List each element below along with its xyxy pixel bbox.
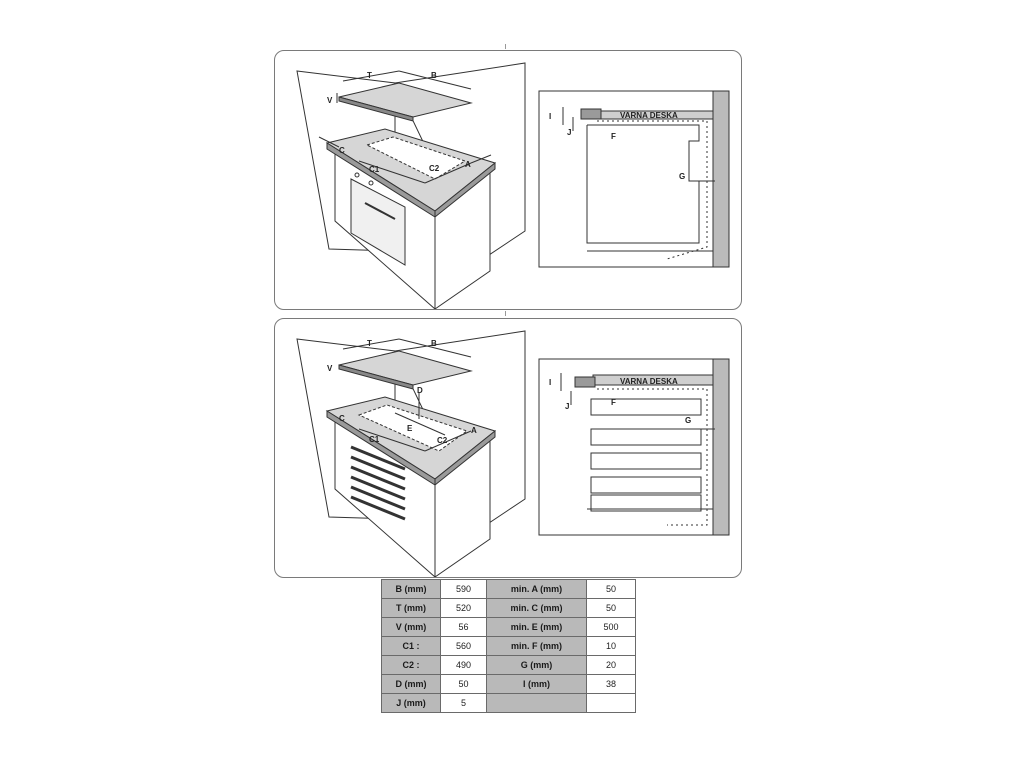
hob-section	[575, 377, 595, 387]
oven-installation-diagram	[275, 51, 741, 309]
param-label: C1 :	[382, 637, 441, 656]
param-label: min. C (mm)	[487, 599, 587, 618]
label-G: G	[685, 416, 692, 425]
label-G: G	[679, 172, 686, 181]
table-row	[382, 637, 636, 656]
param-value: 20	[587, 656, 636, 675]
label-C: C	[339, 414, 345, 423]
top-tick	[505, 44, 506, 49]
param-value: 520	[441, 599, 487, 618]
param-label: C2 :	[382, 656, 441, 675]
table-row	[382, 599, 636, 618]
param-label: J (mm)	[382, 694, 441, 713]
table-row	[382, 675, 636, 694]
oven-installation-panel	[274, 50, 742, 310]
drawer-installation-diagram	[275, 319, 741, 577]
label-D: D	[417, 386, 423, 395]
label-A: A	[471, 426, 477, 435]
label-A: A	[465, 160, 471, 169]
empty-cell	[487, 694, 587, 713]
empty-cell	[587, 694, 636, 713]
table-row	[382, 618, 636, 637]
label-I: I	[549, 112, 552, 121]
label-countertop: VARNA DESKA	[620, 377, 678, 386]
label-countertop: VARNA DESKA	[620, 111, 678, 120]
param-label: V (mm)	[382, 618, 441, 637]
param-label: min. F (mm)	[487, 637, 587, 656]
param-value: 56	[441, 618, 487, 637]
param-label: D (mm)	[382, 675, 441, 694]
label-I: I	[549, 378, 552, 387]
hob-section	[581, 109, 601, 119]
param-value: 10	[587, 637, 636, 656]
table-row	[382, 694, 636, 713]
param-label: I (mm)	[487, 675, 587, 694]
label-T: T	[367, 71, 372, 80]
label-J: J	[567, 128, 572, 137]
label-B: B	[431, 339, 437, 348]
param-label: B (mm)	[382, 580, 441, 599]
label-C1: C1	[369, 165, 380, 174]
label-F: F	[611, 398, 616, 407]
middle-tick	[505, 311, 506, 316]
param-label: T (mm)	[382, 599, 441, 618]
param-label: min. A (mm)	[487, 580, 587, 599]
label-E: E	[407, 424, 413, 433]
param-value: 560	[441, 637, 487, 656]
table-row	[382, 656, 636, 675]
label-J: J	[565, 402, 570, 411]
wall-hatch	[713, 359, 729, 535]
label-T: T	[367, 339, 372, 348]
drawer-installation-panel	[274, 318, 742, 578]
label-C1: C1	[369, 435, 380, 444]
param-value: 5	[441, 694, 487, 713]
label-B: B	[431, 71, 437, 80]
param-value: 490	[441, 656, 487, 675]
param-value: 38	[587, 675, 636, 694]
label-C: C	[339, 146, 345, 155]
wall-hatch	[713, 91, 729, 267]
dimensions-table	[381, 579, 636, 713]
param-label: min. E (mm)	[487, 618, 587, 637]
param-value: 50	[587, 599, 636, 618]
label-C2: C2	[429, 164, 440, 173]
param-value: 590	[441, 580, 487, 599]
param-value: 50	[587, 580, 636, 599]
label-V: V	[327, 96, 333, 105]
label-V: V	[327, 364, 333, 373]
label-C2: C2	[437, 436, 448, 445]
param-value: 500	[587, 618, 636, 637]
param-label: G (mm)	[487, 656, 587, 675]
label-F: F	[611, 132, 616, 141]
table-row	[382, 580, 636, 599]
param-value: 50	[441, 675, 487, 694]
